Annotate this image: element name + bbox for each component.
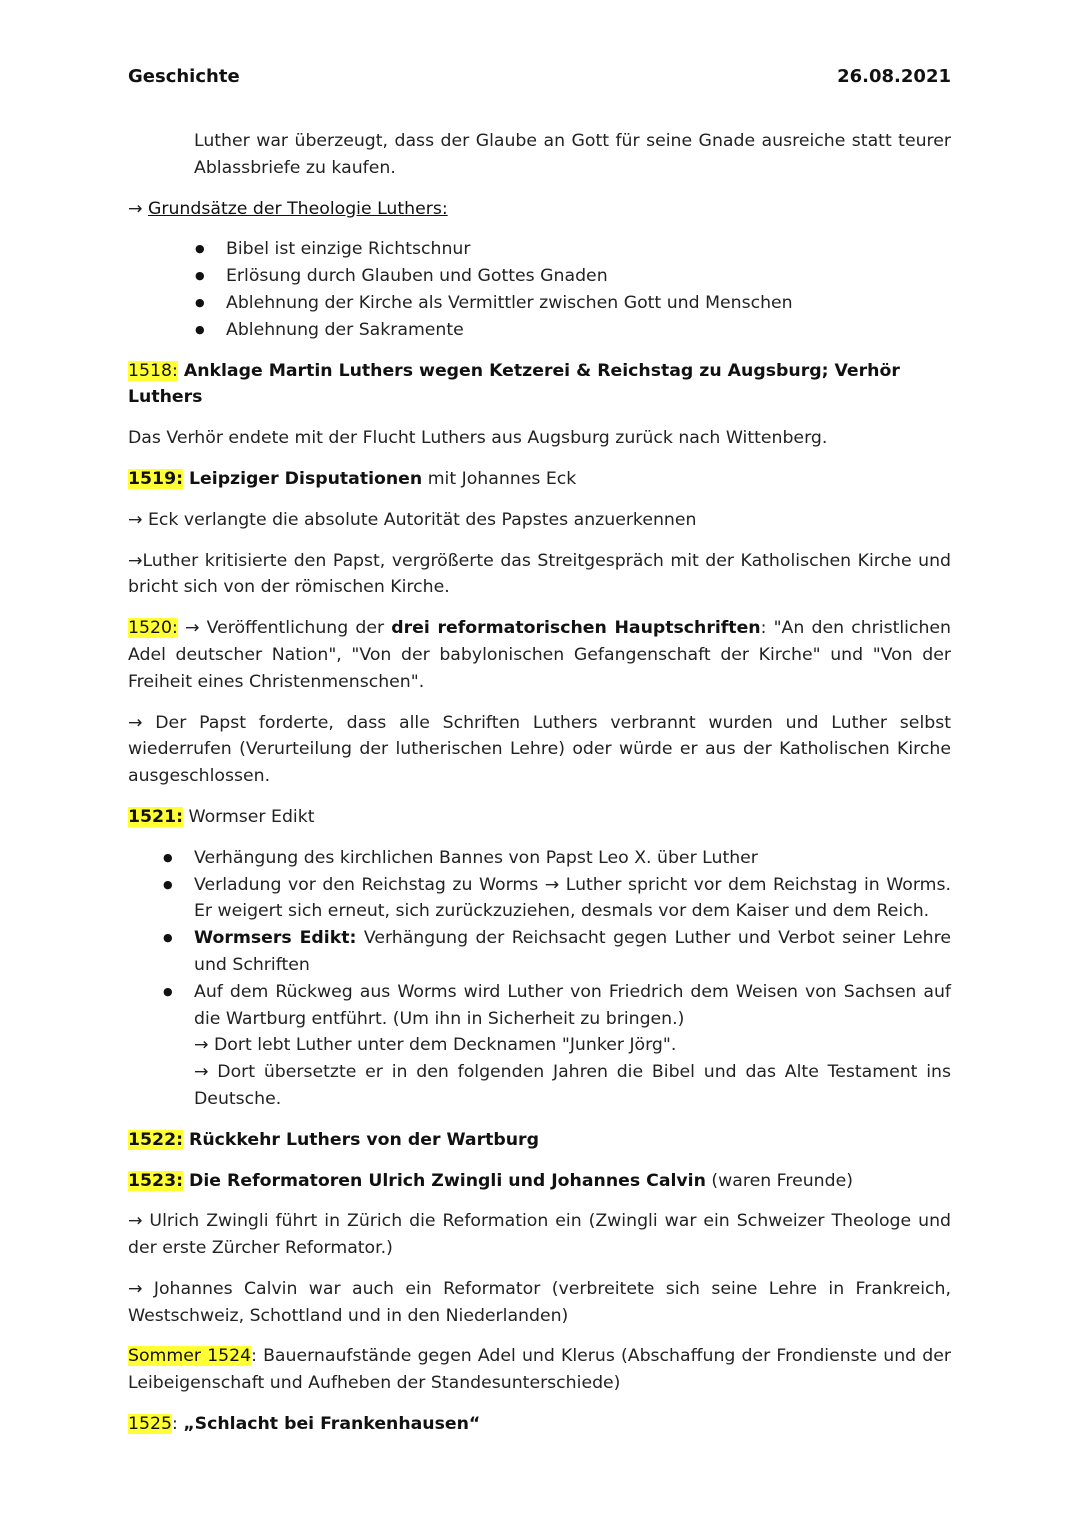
section-1524 [128,1343,951,1397]
item4-sub1: → Dort lebt Luther unter dem Decknamen "Junker Jörg". [194,1035,677,1056]
header-subject: Geschichte [128,66,240,87]
text-1520-bold: drei reformatorischen Hauptschriften [391,618,761,639]
item4-sub2: → Dort übersetzte er in den folgenden Jahren die Bibel und das Alte Testament ins Deutsche. [194,1062,951,1109]
document-body [128,128,951,1438]
list-item [194,979,951,1113]
item3-bold: Wormsers Edikt: [194,928,357,949]
heading-1519-rest: mit Johannes Eck [422,468,577,489]
text-1520-pre: → Veröffentlichung der [177,618,392,639]
item3-rest: Verhängung der Reichsacht gegen Luther und Verbot seiner Lehre und Schriften [194,928,951,975]
text-1520-rest: : "An den christlichen Adel deutscher Nation", "Von der babylonischen Gefangenschaft der Kirche" und "Von der Freiheit eines Christenmenschen". [128,618,951,692]
text-1519-luther: →Luther kritisierte den Papst, vergrößerte das Streitgespräch mit der Katholischen Kirche und bricht sich von der römischen Kirche. [128,550,951,598]
heading-1523: Die Reformatoren Ulrich Zwingli und Johannes Calvin [183,1170,706,1191]
list-item: ● Verladung vor den Reichstag zu Worms → Luther spricht vor dem Reichstag in Worms. Er weigert sich erneut, sich zurückzuziehen, desmals vor dem Kaiser und dem Reich. [194,872,951,926]
list-1521 [128,845,951,1113]
year-badge-1521: 1521: [128,806,184,827]
item4-text: Auf dem Rückweg aus Worms wird Luther von Friedrich dem Weisen von Sachsen auf die Wartburg entführt. (Um ihn in Sicherheit zu bringen.) [194,981,951,1029]
text-1523-calvin: → Johannes Calvin war auch ein Reformator (verbreitete sich seine Lehre in Frankreich, Westschweiz, Schottland und in den Niederlanden) [128,1278,951,1326]
section-1518-heading [128,358,951,412]
grundsaetze-title: Grundsätze der Theologie Luthers: [147,198,448,219]
header-date: 26.08.2021 [837,66,951,87]
heading-1518: Anklage Martin Luthers wegen Ketzerei & Reichstag zu Augsburg; Verhör Luthers [128,360,900,408]
text-1524: : Bauernaufstände gegen Adel und Klerus (Abschaffung der Frondienste und der Leibeigenschaft und Aufheben der Standesunterschiede) [128,1346,951,1394]
year-badge-1523: 1523: [128,1170,184,1191]
list-item [194,925,951,979]
section-1525-heading [128,1411,951,1438]
year-badge-1518: 1518: [128,360,178,381]
text-1523-zwingli: → Ulrich Zwingli führt in Zürich die Reformation ein (Zwingli war ein Schweizer Theologe und der erste Zürcher Reformator.) [128,1211,951,1259]
section-1522-heading [128,1127,951,1154]
text-1519-eck: → Eck verlangte die absolute Autorität des Papstes anzuerkennen [128,509,697,530]
list-item: ● Verhängung des kirchlichen Bannes von Papst Leo X. über Luther [194,845,951,872]
section-1521-heading [128,804,951,831]
year-badge-1519: 1519: [128,468,184,489]
colon-1525: : [171,1414,184,1435]
heading-1519: Leipziger Disputationen [183,468,423,489]
year-badge-1520: 1520: [128,618,178,639]
list-item: ● Ablehnung der Sakramente [226,317,951,344]
text-1520-papst: → Der Papst forderte, dass alle Schriften Luthers verbrannt wurden und Luther selbst wiederrufen (Verurteilung der lutherischen Lehre) oder würde er aus der Katholischen Kirche ausgeschlossen. [128,712,951,787]
section-1520 [128,615,951,695]
year-badge-1522: 1522: [128,1129,184,1150]
heading-1521: Wormser Edikt [183,806,315,827]
list-item: ● Erlösung durch Glauben und Gottes Gnaden [226,263,951,290]
intro-paragraph: Luther war überzeugt, dass der Glaube an Gott für seine Gnade ausreiche statt teurer Ablassbriefe zu kaufen. [194,131,951,178]
section-1519-heading [128,466,951,493]
section-1523-heading [128,1168,951,1195]
grundsaetze-list [128,236,951,343]
arrow-glyph: → [128,198,148,219]
list-item: ● Ablehnung der Kirche als Vermittler zwischen Gott und Menschen [226,290,951,317]
heading-1522: Rückkehr Luthers von der Wartburg [183,1129,539,1150]
heading-1523-rest: (waren Freunde) [705,1170,853,1191]
heading-1525: „Schlacht bei Frankenhausen“ [183,1414,481,1435]
year-badge-1524: Sommer 1524 [128,1346,252,1367]
grundsaetze-heading [128,196,951,223]
text-1518: Das Verhör endete mit der Flucht Luthers aus Augsburg zurück nach Wittenberg. [128,428,828,449]
list-item: ● Bibel ist einzige Richtschnur [226,236,951,263]
year-badge-1525: 1525 [128,1414,172,1435]
